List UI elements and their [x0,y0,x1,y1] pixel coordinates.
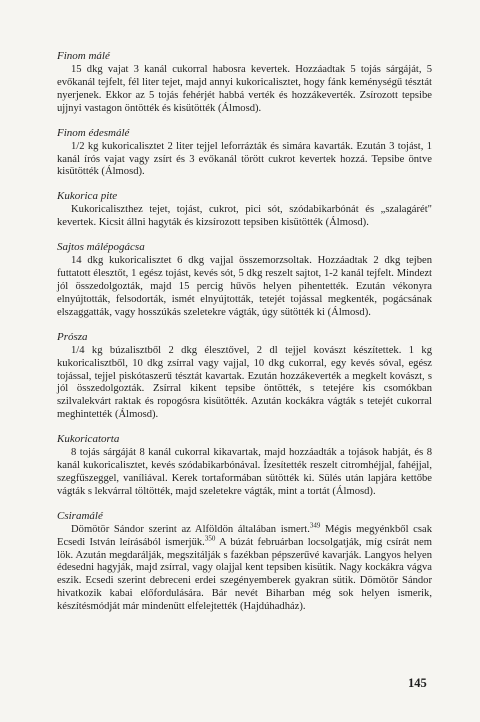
recipe-title: Kukoricatorta [57,433,120,446]
recipe-text: 14 dkg kukoricalisztet 6 dkg vajjal összemorzsoltak. Hozzáadtak 2 dkg tejben futtatott élesztőt, 1 egész tojást, kevés sót, 5 dkg reszelt sajtot, 1-2 kanál tejfelt. Mindezt jól összedolgozták, majd 15 percig hűvös helyen pihentették. Ezután vékonyra elnyújtották, felsodorták, ismét elnyújtották, tetejét tojással megkenték, pogácsának elszaggatták, vagy hosszúkás szeletekre vágták, úgy sütötték ki (Álmosd). [57,255,432,318]
recipe-kukoricatorta [57,433,432,499]
page-number: 145 [408,676,427,690]
recipe-text: 15 dkg vajat 3 kanál cukorral habosra kevertek. Hozzáadtak 5 tojás sárgáját, 5 evőkanál tejfelt, fél liter tejet, majd annyi kukoricalisztet, hogy fánk keménységű tésztát nyerjenek. Ekkor az 5 tojás fehérjét habbá verték és hozzákeverték. Zsírozott tepsibe ujjnyi vastagon öntötték és kisütötték (Álmosd). [57,64,432,114]
recipe-text [57,521,432,614]
recipe-finom-edesmale [57,127,432,180]
recipe-title: Finom málé [57,50,110,62]
recipe-title: Finom édesmálé [57,126,130,139]
recipe-title: Prósza [57,330,88,343]
recipe-text: 1/2 kg kukoricalisztet 2 liter tejjel leforrázták és simára kavarták. Ezután 3 tojást, 1 kanál írós vajat vagy zsírt és 3 evőkanál törött cukrot kevertek hozzá. Tepsibe öntve kisütötték (Álmosd). [57,140,432,178]
recipe-finom-male [57,50,432,116]
recipe-text: 8 tojás sárgáját 8 kanál cukorral kikavartak, majd hozzáadták a tojások habját, és 8 kanál kukoricalisztet, kevés szódabikarbónával. Ízesítették reszelt citromhéjjal, fahéjjal, szegfűszeggel, vaníliával. Kerek tortaformában sütötték ki. Sülés után lapjára kettőbe vágták s lekvárral töltötték, majd szeletekre vágták, mint a tortát (Álmosd). [57,447,432,497]
recipe-prosza [57,331,432,422]
recipe-kukorica-pite [57,190,432,230]
text-segment: Mégis megyénkből csak Ecsedi István leírásából ismerjük. [57,523,432,548]
recipe-csiramale [57,510,432,614]
recipe-title: Sajtos málépogácsa [57,241,145,254]
recipe-sajtos-malepogacsa [57,241,432,320]
footnote-marker[interactable]: 350 [204,534,216,543]
recipe-text: Kukoricaliszthez tejet, tojást, cukrot, pici sót, szódabikarbónát és „szalagárét" kevertek. Kicsit állni hagyták és kizsírozott tepsiben kisütötték (Álmosd). [57,204,432,229]
recipe-title: Kukorica pite [57,190,118,203]
recipe-text: 1/4 kg búzalisztből 2 dkg élesztővel, 2 dl tejjel kovászt készítettek. 1 kg kukoricalisztből, 10 dkg zsírral vagy vajjal, 10 dkg cukorral, egy kevés sóval, egész tojással, tejjel piskótaszerű tésztát kavartak. Ezután hozzákeverték a megkelt kovászt, s jól összedolgozták. Zsírral kikent tepsibe öntötték, s tetejére kis csomókban szilvalekvárt raktak és ropogósra kisütötték. Azután kockákra vágták s tetejét cukorral meghintették (Álmosd). [57,344,432,421]
footnote-marker[interactable]: 349 [309,521,321,530]
recipe-title: Csiramálé [57,509,103,522]
text-segment: Dömötör Sándor szerint az Alföldön általában ismert. [71,523,310,535]
text-segment: A búzát februárban locsolgatják, míg csírát nem lök. Azután megdarálják, megszitálják s fazékban pépszerűvé kavarják. Langyos helyen édesedni hagyják, majd zsírral, vagy olajjal kent tepsiben kisütik. Nagy kockákra vágva eszik. Ecsedi szerint debreceni erdei szegényemberek gyakran sütik. Dömötör Sándor hivatkozik kabai előfordulására. Bár nevét Biharban még sok helyen ismerik, készítésmódját már mindenütt elfelejtették (Hajdúhadház). [57,536,432,613]
page-body [57,50,432,625]
